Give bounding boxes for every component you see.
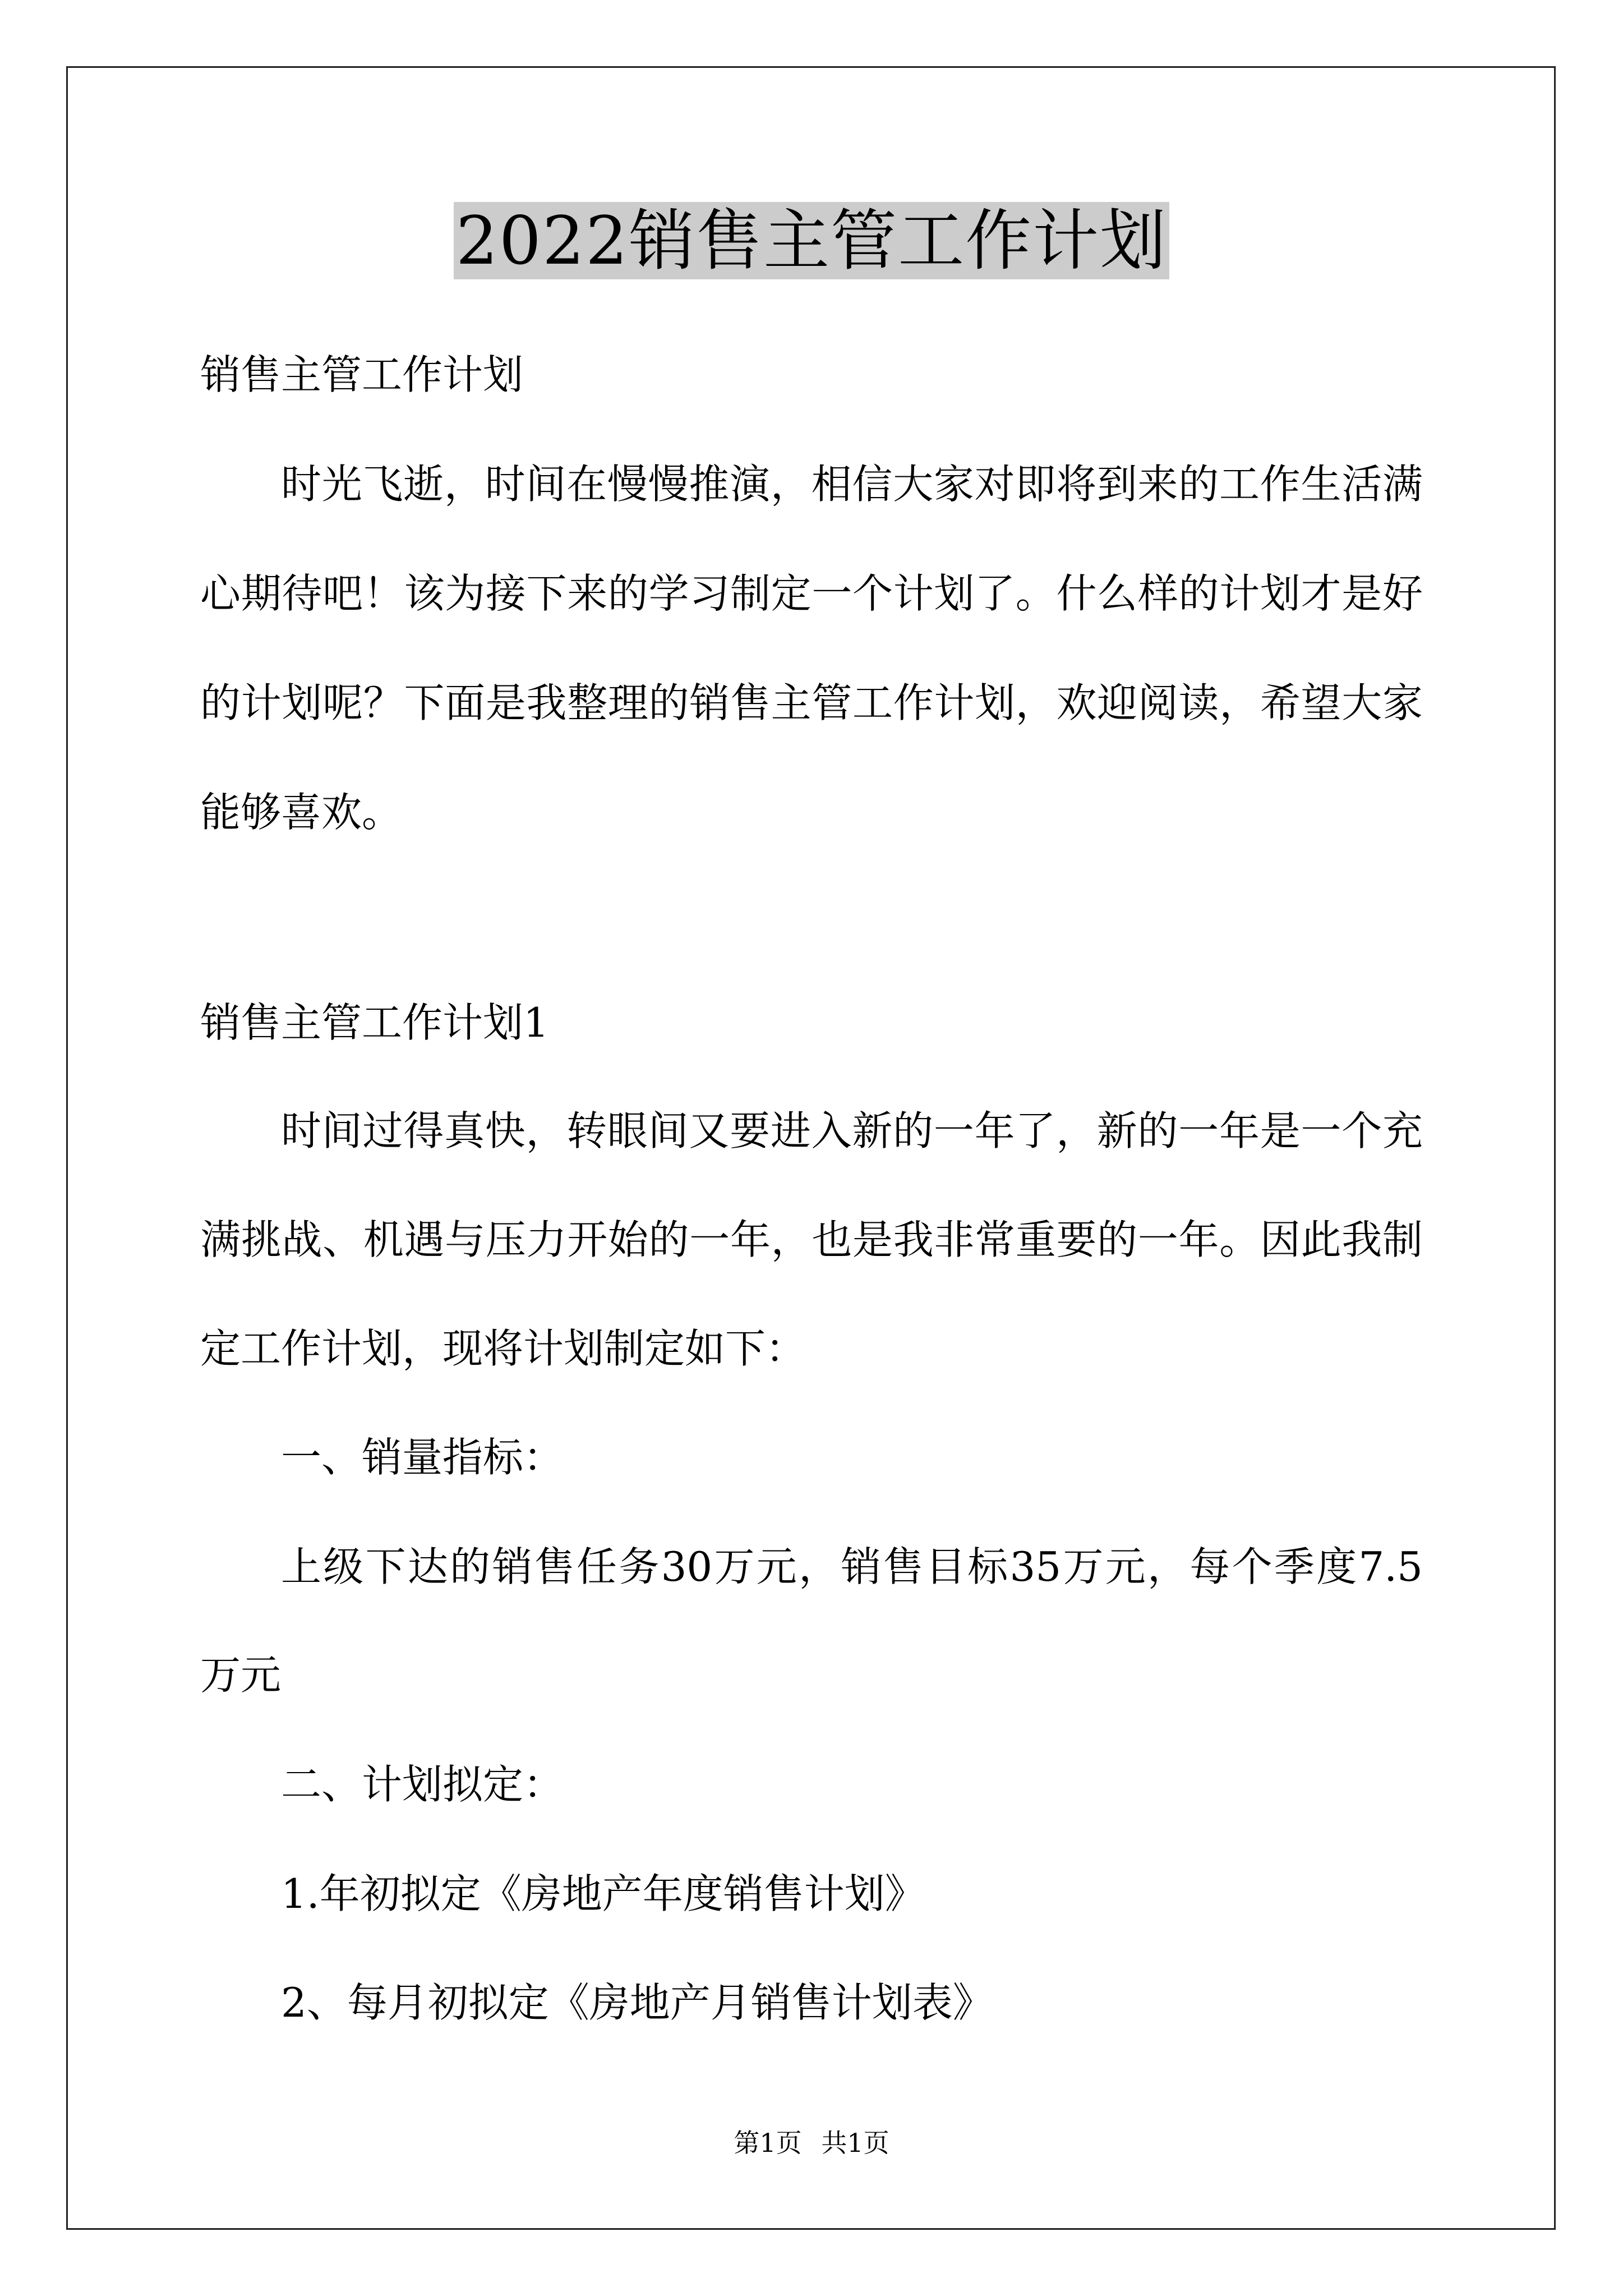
list-heading: 一、销量指标： [281, 1434, 564, 1481]
document-title: 2022销售主管工作计划 [454, 202, 1169, 279]
paragraph-line: 时光飞逝，时间在慢慢推演，相信大家对即将到来的工作生活满 [281, 461, 1423, 508]
paragraph-line: 定工作计划，现将计划制定如下： [200, 1325, 806, 1372]
paragraph-line: 万元 [200, 1651, 282, 1699]
paragraph-line: 上级下达的销售任务30万元，销售目标35万元，每个季度7.5 [281, 1543, 1423, 1590]
list-item: 1.年初拟定《房地产年度销售计划》 [281, 1870, 925, 1917]
paragraph-line: 心期待吧！该为接下来的学习制定一个计划了。什么样的计划才是好 [200, 570, 1423, 617]
paragraph-line: 满挑战、机遇与压力开始的一年，也是我非常重要的一年。因此我制 [200, 1216, 1423, 1263]
paragraph-line: 能够喜欢。 [200, 789, 403, 836]
list-item: 2、每月初拟定《房地产月销售计划表》 [281, 1979, 993, 2026]
title-container [0, 202, 1623, 279]
section-heading: 销售主管工作计划 [200, 351, 524, 398]
paragraph-line: 的计划呢？下面是我整理的销售主管工作计划，欢迎阅读，希望大家 [200, 679, 1423, 726]
page-total: 共1页 [821, 2128, 889, 2158]
page-number: 第1页 [734, 2128, 802, 2158]
section-heading: 销售主管工作计划1 [200, 999, 549, 1046]
list-heading: 二、计划拟定： [281, 1761, 564, 1808]
page-footer [0, 2126, 1623, 2160]
paragraph-line: 时间过得真快，转眼间又要进入新的一年了，新的一年是一个充 [281, 1107, 1423, 1154]
